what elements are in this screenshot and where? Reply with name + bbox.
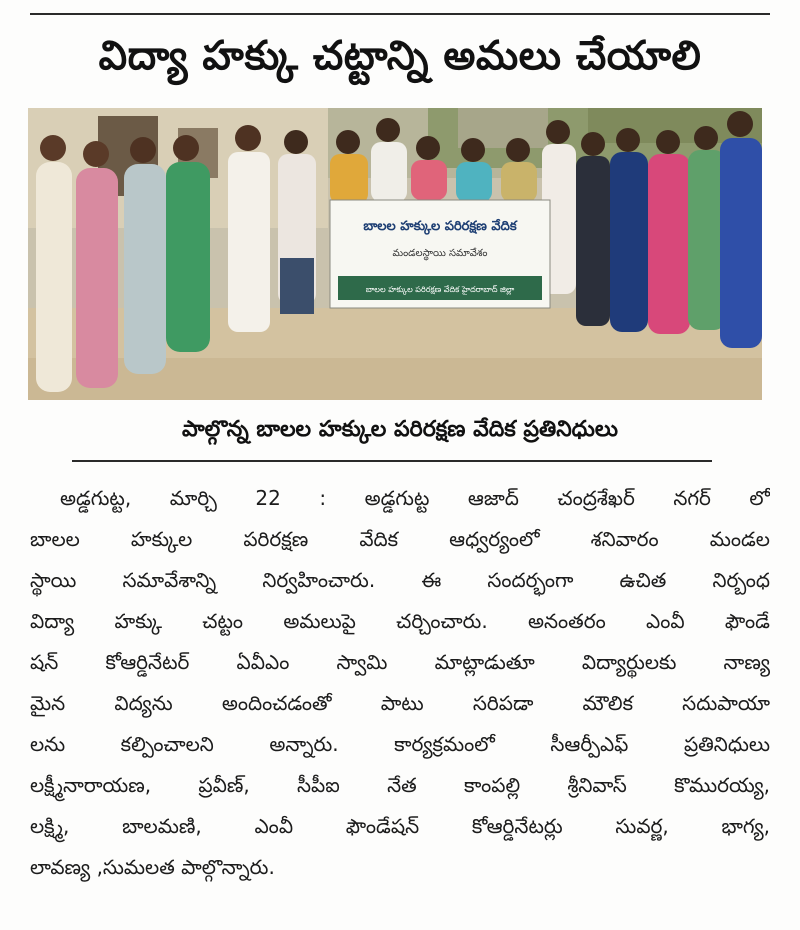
article-line: లను కల్పించాలని అన్నారు. కార్యక్రమంలో సీఆర్పీఎఫ్ ప్రతినిధులు	[30, 732, 770, 756]
banner-line1: బాలల హక్కుల పరిరక్షణ వేదిక	[363, 219, 517, 234]
article-line: లక్ష్మీనారాయణ, ప్రవీణ్, సీపీఐ నేత కాంపల్లి శ్రీనివాస్ కొమురయ్య,	[30, 773, 770, 797]
article-line: మైన విద్యను అందించడంతో పాటు సరిపడా మౌలిక సదుపాయా	[30, 691, 770, 715]
news-photo	[28, 108, 762, 400]
article-line: స్థాయి సమావేశాన్ని నిర్వహించారు. ఈ సందర్భంగా ఉచిత నిర్బంధ	[30, 568, 770, 592]
banner	[330, 200, 550, 308]
photo-caption: పాల్గొన్న బాలల హక్కుల పరిరక్షణ వేదిక ప్రతినిధులు	[181, 417, 619, 442]
article-line: బాలల హక్కుల పరిరక్షణ వేదిక ఆధ్వర్యంలో శనివారం మండల	[30, 527, 770, 551]
headline: విద్యా హక్కు చట్టాన్ని అమలు చేయాలి	[98, 33, 702, 79]
top-rule	[30, 13, 770, 15]
banner-line2: మండలస్థాయి సమావేశం	[392, 248, 488, 259]
caption-rule	[72, 460, 712, 462]
article-line: విద్యా హక్కు చట్టం అమలుపై చర్చించారు. అనంతరం ఎంవీ ఫౌండే	[30, 609, 770, 633]
article-line: లావణ్య ,సుమలత పాల్గొన్నారు.	[30, 855, 275, 879]
article-line: లక్ష్మి, బాలమణి, ఎంవీ ఫౌండేషన్ కోఆర్డినేటర్లు సువర్ణ, భాగ్య,	[30, 814, 770, 838]
article-line: షన్ కోఆర్డినేటర్ ఏవీఎం స్వామి మాట్లాడుతూ విద్యార్థులకు నాణ్య	[30, 650, 770, 674]
article-body	[30, 478, 770, 888]
banner-line3: బాలల హక్కుల పరిరక్షణ వేదిక హైదరాబాద్ జిల్లా	[365, 285, 515, 294]
article-line: అడ్డగుట్ట, మార్చి 22 : అడ్డగుట్ట ఆజాద్ చంద్రశేఖర్ నగర్ లో	[60, 486, 770, 510]
